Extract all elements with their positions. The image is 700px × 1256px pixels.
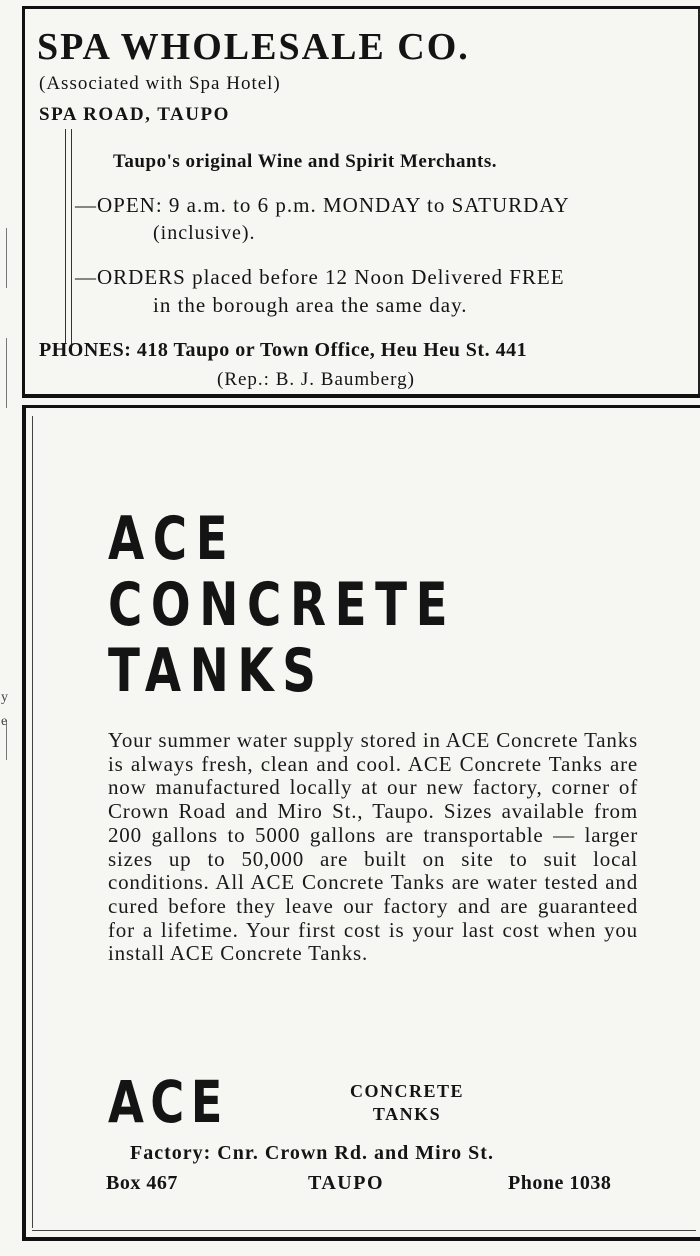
headline-line: ACE [108, 504, 237, 574]
body-copy: Your summer water supply stored in ACE Concrete Tanks is always fresh, clean and cool. ACE Concrete Tanks are now manufactured locally at our new factory, corner of Crown Road and Miro St., Taupo. Sizes available from 200 gallons to 5000 gallons are transportable — larger sizes up to 50,000 are built on site to suit local conditions. All ACE Concrete Tanks are water tested and cured before they leave our factory and are guaranteed for a lifetime. Your first cost is your last cost when you install ACE Concrete Tanks. [108, 728, 638, 966]
po-box: Box 467 [106, 1172, 178, 1194]
phone-numbers: PHONES: 418 Taupo or Town Office, Heu Heu St. 441 [39, 339, 528, 361]
factory-address: Factory: Cnr. Crown Rd. and Miro St. [130, 1142, 494, 1164]
brand-logo: ACE [108, 1068, 229, 1136]
delivery-terms-note: in the borough area the same day. [153, 293, 468, 317]
bracket-rule [65, 129, 72, 344]
tagline: Taupo's original Wine and Spirit Merchants. [113, 151, 497, 172]
border-rule [32, 416, 33, 1228]
town: TAUPO [308, 1172, 385, 1194]
headline-line: CONCRETE [108, 570, 457, 640]
opening-hours: —OPEN: 9 a.m. to 6 p.m. MONDAY to SATURDAY [75, 193, 570, 217]
gutter-rule [6, 228, 7, 288]
address: SPA ROAD, TAUPO [39, 104, 230, 125]
delivery-terms: —ORDERS placed before 12 Noon Delivered FREE [75, 265, 565, 289]
opening-hours-note: (inclusive). [153, 222, 256, 244]
gutter-fragment: y [1, 690, 8, 705]
association-note: (Associated with Spa Hotel) [39, 73, 281, 94]
headline-line: TANKS [108, 636, 325, 706]
border-rule [32, 1230, 696, 1231]
left-gutter [0, 0, 12, 1256]
ace-concrete-tanks-advertisement [22, 405, 700, 1241]
advertiser-name: SPA WHOLESALE CO. [37, 26, 470, 68]
gutter-fragment: e [1, 714, 8, 729]
brand-subtitle-line: CONCRETE [349, 1081, 464, 1101]
phone-number: Phone 1038 [508, 1172, 612, 1194]
spa-wholesale-advertisement [22, 6, 700, 398]
gutter-rule [6, 338, 7, 408]
brand-subtitle-line: TANKS [372, 1104, 442, 1124]
representative: (Rep.: B. J. Baumberg) [217, 369, 415, 390]
headline [108, 506, 456, 704]
brand-subtitle [322, 1080, 492, 1126]
